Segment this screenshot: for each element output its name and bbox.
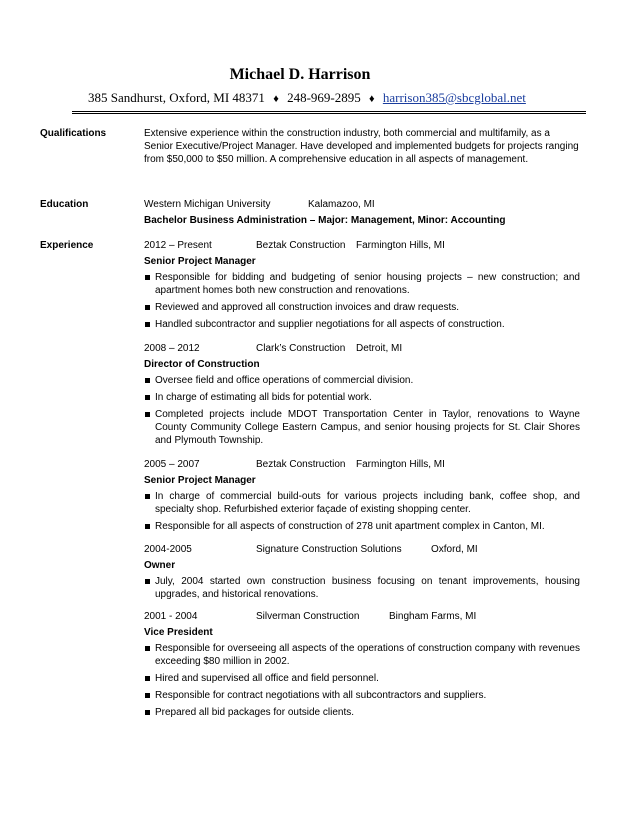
job-company: Silverman Construction: [256, 611, 360, 622]
square-bullet-icon: [145, 322, 150, 327]
square-bullet-icon: [145, 646, 150, 651]
experience-label: Experience: [40, 240, 94, 251]
degree: Bachelor Business Administration – Major: Management, Minor: Accounting: [144, 215, 506, 226]
list-item: Responsible for overseeing all aspects of the operations of construction company with revenues exceeding $80 million in 2002.: [144, 642, 580, 668]
qualifications-text: Extensive experience within the construction industry, both commercial and multifamily, as a Senior Executive/Project Manager. Have developed and implemented budgets for projects ranging from $50,000 to $50 million. A comprehensive education in all aspects of management.: [144, 128, 579, 165]
diamond-separator-icon: ♦: [273, 93, 279, 105]
list-item: July, 2004 started own construction business focusing on tenant improvements, housing upgrades, and historical renovations.: [144, 575, 580, 601]
address: 385 Sandhurst, Oxford, MI 48371: [88, 90, 265, 105]
qualifications-section: [144, 127, 580, 166]
job-company: Signature Construction Solutions: [256, 544, 402, 555]
list-item: Reviewed and approved all construction invoices and draw requests.: [144, 301, 580, 314]
job-location: Farmington Hills, MI: [356, 240, 445, 251]
job-bullets: [144, 490, 580, 533]
job-company: Beztak Construction: [256, 459, 346, 470]
square-bullet-icon: [145, 395, 150, 400]
square-bullet-icon: [145, 305, 150, 310]
square-bullet-icon: [145, 275, 150, 280]
square-bullet-icon: [145, 524, 150, 529]
job-location: Oxford, MI: [431, 544, 478, 555]
qualifications-label: Qualifications: [40, 128, 107, 139]
job-header: [144, 342, 580, 355]
job-dates: 2001 - 2004: [144, 611, 198, 622]
list-item: In charge of commercial build-outs for various projects including bank, coffee shop, and specialty shop. Refurbished exterior façade of existing shopping center.: [144, 490, 580, 516]
header-divider: [72, 111, 586, 114]
list-item: Responsible for contract negotiations with all subcontractors and suppliers.: [144, 689, 580, 702]
job-header: [144, 610, 580, 623]
job-header: [144, 239, 580, 252]
list-item: Hired and supervised all office and field personnel.: [144, 672, 580, 685]
list-item: Handled subcontractor and supplier negotiations for all aspects of construction.: [144, 318, 580, 331]
job-bullets: [144, 575, 580, 601]
job-location: Bingham Farms, MI: [389, 611, 477, 622]
school-name: Western Michigan University: [144, 199, 271, 210]
list-item: Responsible for all aspects of construction of 278 unit apartment complex in Canton, MI.: [144, 520, 580, 533]
email-link[interactable]: harrison385@sbcglobal.net: [382, 90, 526, 105]
job-dates: 2005 – 2007: [144, 459, 200, 470]
education-label: Education: [40, 199, 89, 210]
education-line: [144, 198, 580, 211]
list-item: Prepared all bid packages for outside clients.: [144, 706, 580, 719]
list-item: Oversee field and office operations of commercial division.: [144, 374, 580, 387]
job-title: Vice President: [144, 627, 213, 638]
job-bullets: [144, 271, 580, 331]
job-entry: [144, 342, 580, 451]
job-header: [144, 458, 580, 471]
school-location: Kalamazoo, MI: [308, 199, 375, 210]
job-company: Clark’s Construction: [256, 343, 346, 354]
job-title: Director of Construction: [144, 359, 260, 370]
job-header: [144, 543, 580, 556]
job-dates: 2012 – Present: [144, 240, 212, 251]
job-entry: [144, 458, 580, 537]
job-entry: [144, 239, 580, 335]
education-section: [144, 198, 580, 227]
resume-name: Michael D. Harrison: [229, 66, 371, 83]
list-item: In charge of estimating all bids for potential work.: [144, 391, 580, 404]
job-bullets: [144, 374, 580, 447]
phone: 248-969-2895: [287, 90, 361, 105]
job-title: Senior Project Manager: [144, 475, 256, 486]
list-item: Completed projects include MDOT Transportation Center in Taylor, renovations to Wayne County Community College Eastern Campus, and senior housing projects for St. Clair Shores and Plymouth Township.: [144, 408, 580, 447]
diamond-separator-icon: ♦: [368, 93, 375, 105]
job-entry: [144, 610, 580, 723]
square-bullet-icon: [145, 412, 150, 417]
job-location: Farmington Hills, MI: [356, 459, 445, 470]
job-bullets: [144, 642, 580, 719]
job-location: Detroit, MI: [356, 343, 403, 354]
square-bullet-icon: [145, 676, 150, 681]
job-company: Beztak Construction: [256, 240, 346, 251]
square-bullet-icon: [145, 710, 150, 715]
contact-line: [88, 90, 526, 106]
job-dates: 2004-2005: [144, 544, 192, 555]
job-dates: 2008 – 2012: [144, 343, 200, 354]
square-bullet-icon: [145, 378, 150, 383]
list-item: Responsible for bidding and budgeting of senior housing projects – new construction; and apartment homes both new construction and renovations.: [144, 271, 580, 297]
job-title: Owner: [144, 560, 176, 571]
job-title: Senior Project Manager: [144, 256, 256, 267]
square-bullet-icon: [145, 579, 150, 584]
job-entry: [144, 543, 580, 605]
square-bullet-icon: [145, 494, 150, 499]
square-bullet-icon: [145, 693, 150, 698]
